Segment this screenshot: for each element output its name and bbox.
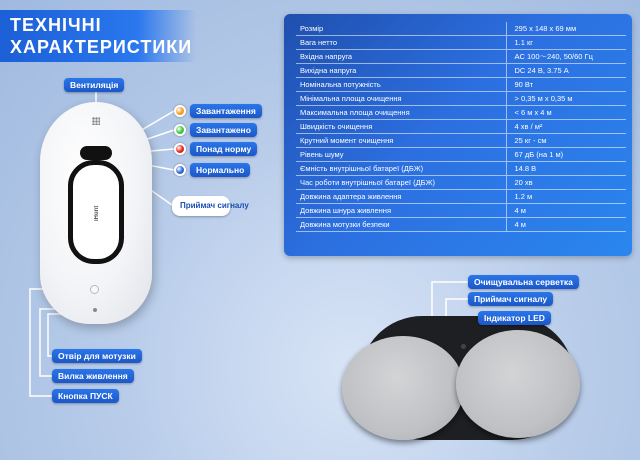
spec-name: Швидкість очищення — [296, 120, 506, 134]
legend-label: Понад норму — [190, 142, 257, 156]
spec-table — [296, 22, 626, 232]
spec-row — [296, 190, 626, 204]
spec-name: Довжина шнура живлення — [296, 204, 506, 218]
spec-value: 1.2 м — [506, 190, 626, 204]
spec-name: Мінімальна площа очищення — [296, 92, 506, 106]
spec-name: Максимальна площа очищення — [296, 106, 506, 120]
spec-name: Крутний момент очищення — [296, 134, 506, 148]
spec-value: < 6 м х 4 м — [506, 106, 626, 120]
spec-value: 25 кг - см — [506, 134, 626, 148]
page-title — [0, 10, 196, 62]
title-line-1: ТЕХНІЧНІ — [10, 15, 102, 35]
led-indicator-icon — [461, 344, 466, 349]
signal-receiver-window — [80, 146, 112, 160]
legend-item — [174, 163, 250, 177]
label-signal-receiver-bottom: Приймач сигналу — [468, 292, 553, 306]
status-light-icon — [174, 124, 186, 136]
spec-value: DC 24 В, 3.75 А — [506, 64, 626, 78]
spec-name: Розмір — [296, 22, 506, 36]
spec-row — [296, 120, 626, 134]
legend-item — [174, 104, 262, 118]
brand-logo: iHunt — [94, 205, 100, 221]
spec-value: 14.8 В — [506, 162, 626, 176]
spec-row — [296, 50, 626, 64]
spec-name: Довжина мотузки безпеки — [296, 218, 506, 232]
spec-name: Рівень шуму — [296, 148, 506, 162]
spec-row — [296, 36, 626, 50]
label-cleaning-pad: Очищувальна серветка — [468, 275, 579, 289]
spec-panel — [284, 14, 632, 256]
legend-item — [174, 123, 257, 137]
label-led-indicator: Індикатор LED — [478, 311, 551, 325]
spec-value: 4 м — [506, 204, 626, 218]
title-line-2: ХАРАКТЕРИСТИКИ — [10, 37, 193, 57]
start-button-icon — [90, 285, 99, 294]
legend-item — [174, 142, 257, 156]
cleaning-pad-left — [342, 336, 464, 440]
spec-name: Ємність внутрішньої батареї (ДБЖ) — [296, 162, 506, 176]
label-rope-hole: Отвір для мотузки — [52, 349, 142, 363]
legend-label: Завантаження — [190, 104, 262, 118]
spec-row — [296, 78, 626, 92]
spec-row — [296, 204, 626, 218]
spec-value: 295 х 148 х 69 мм — [506, 22, 626, 36]
cleaning-pad-right — [456, 330, 580, 438]
spec-row — [296, 162, 626, 176]
spec-name: Вага нетто — [296, 36, 506, 50]
spec-row — [296, 106, 626, 120]
spec-name: Вихідна напруга — [296, 64, 506, 78]
spec-value: AC 100～240, 50/60 Гц — [506, 50, 626, 64]
spec-value: 67 дБ (на 1 м) — [506, 148, 626, 162]
spec-name: Довжина адаптера живлення — [296, 190, 506, 204]
spec-value: 4 хв / м² — [506, 120, 626, 134]
spec-name: Вхідна напруга — [296, 50, 506, 64]
spec-row — [296, 176, 626, 190]
spec-value: 4 м — [506, 218, 626, 232]
spec-value: 1.1 кг — [506, 36, 626, 50]
label-start-button: Кнопка ПУСК — [52, 389, 119, 403]
spec-row — [296, 218, 626, 232]
spec-row — [296, 64, 626, 78]
power-port-icon — [93, 308, 97, 312]
spec-row — [296, 134, 626, 148]
spec-name: Номінальна потужність — [296, 78, 506, 92]
ventilation-grille-icon — [92, 117, 100, 125]
spec-row — [296, 148, 626, 162]
legend-label: Нормально — [190, 163, 250, 177]
spec-row — [296, 92, 626, 106]
status-light-icon — [174, 143, 186, 155]
label-signal-receiver: Приймач сигналу — [172, 196, 230, 216]
spec-row — [296, 22, 626, 36]
status-light-icon — [174, 105, 186, 117]
legend-label: Завантажено — [190, 123, 257, 137]
spec-name: Час роботи внутрішньої батареї (ДБЖ) — [296, 176, 506, 190]
spec-value: 90 Вт — [506, 78, 626, 92]
spec-value: 20 хв — [506, 176, 626, 190]
spec-value: > 0,35 м х 0,35 м — [506, 92, 626, 106]
status-light-icon — [174, 164, 186, 176]
label-ventilation: Вентиляція — [64, 78, 124, 92]
label-power-plug: Вилка живлення — [52, 369, 134, 383]
